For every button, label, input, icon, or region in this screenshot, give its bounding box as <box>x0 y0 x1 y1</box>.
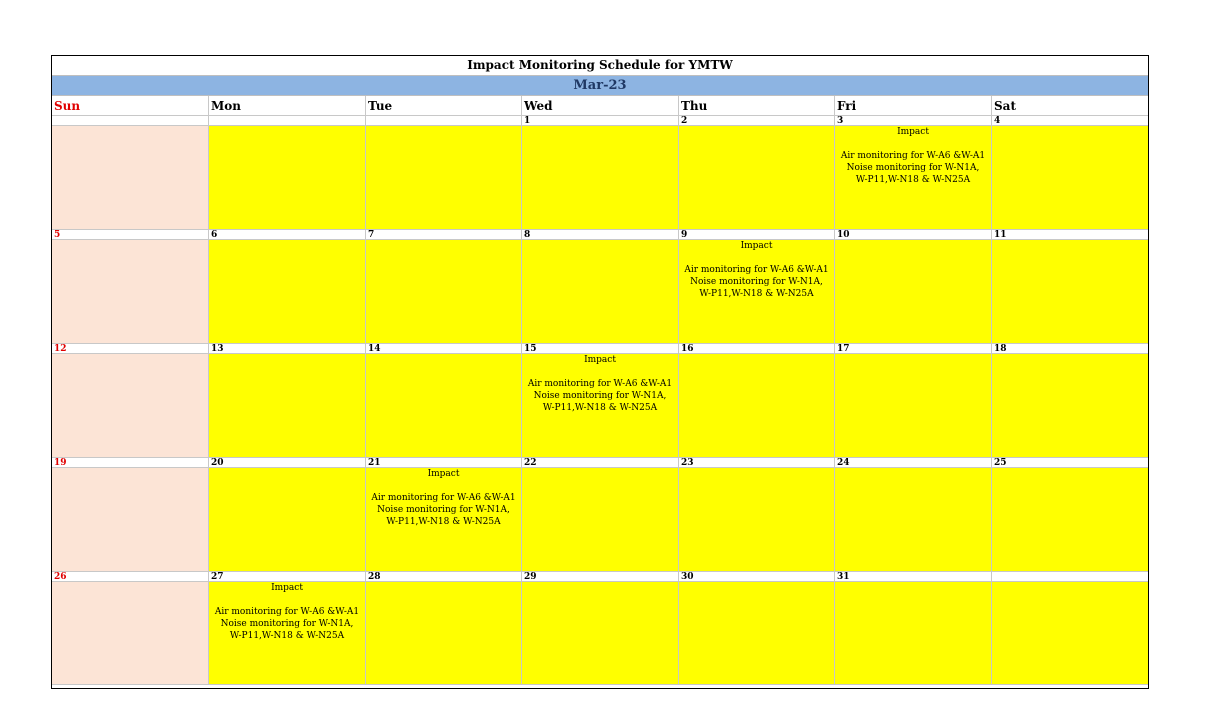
date-number: 1 <box>522 116 679 126</box>
day-cell[interactable] <box>679 582 835 685</box>
date-number: 20 <box>209 458 366 468</box>
monitoring-event <box>209 582 365 642</box>
monitoring-event <box>835 126 991 186</box>
schedule-title: Impact Monitoring Schedule for YMTW <box>52 56 1148 76</box>
event-title: Impact <box>897 127 929 137</box>
week-date-row <box>52 230 1148 240</box>
date-number: 2 <box>679 116 835 126</box>
date-number: 8 <box>522 230 679 240</box>
weekday-sat: Sat <box>992 96 1148 116</box>
sunday-cell[interactable] <box>52 126 209 230</box>
week-date-row <box>52 344 1148 354</box>
date-number: 31 <box>835 572 992 582</box>
date-number: 12 <box>52 344 209 354</box>
event-title: Impact <box>271 583 303 593</box>
day-cell[interactable] <box>522 468 679 572</box>
day-cell[interactable] <box>366 354 522 458</box>
event-title: Impact <box>427 469 460 479</box>
date-number: 3 <box>835 116 992 126</box>
sunday-cell[interactable] <box>52 582 209 685</box>
date-number: 26 <box>52 572 209 582</box>
date-number: 9 <box>679 230 835 240</box>
day-cell[interactable] <box>209 354 366 458</box>
date-number: 10 <box>835 230 992 240</box>
date-number: 17 <box>835 344 992 354</box>
day-cell[interactable] <box>992 240 1148 344</box>
weekday-tue: Tue <box>366 96 522 116</box>
date-number <box>992 572 1148 582</box>
day-cell[interactable] <box>835 468 992 572</box>
day-cell[interactable] <box>366 468 522 572</box>
date-number: 15 <box>522 344 679 354</box>
weekday-header-row <box>52 96 1148 116</box>
monitoring-event <box>522 354 678 414</box>
event-detail-line: Noise monitoring for W-N1A, <box>220 619 354 629</box>
event-detail-line: Noise monitoring for W-N1A, <box>690 277 823 287</box>
event-detail-line: W-P11,W-N18 & W-N25A <box>542 403 658 413</box>
sunday-cell[interactable] <box>52 468 209 572</box>
weekday-wed: Wed <box>522 96 679 116</box>
day-cell[interactable] <box>992 354 1148 458</box>
day-cell[interactable] <box>209 126 366 230</box>
event-title: Impact <box>740 241 773 251</box>
day-cell[interactable] <box>366 240 522 344</box>
date-number: 30 <box>679 572 835 582</box>
event-detail-line: Air monitoring for W-A6 &W-A1 <box>371 493 516 503</box>
weekday-fri: Fri <box>835 96 992 116</box>
day-cell[interactable] <box>992 468 1148 572</box>
event-detail-line: Noise monitoring for W-N1A, <box>533 391 667 401</box>
date-number: 14 <box>366 344 522 354</box>
day-cell[interactable] <box>679 468 835 572</box>
month-header: Mar-23 <box>52 76 1148 96</box>
event-detail-line: W-P11,W-N18 & W-N25A <box>855 175 971 185</box>
day-cell[interactable] <box>679 240 835 344</box>
date-number: 7 <box>366 230 522 240</box>
event-detail-line: Noise monitoring for W-N1A, <box>377 505 510 515</box>
weekday-mon: Mon <box>209 96 366 116</box>
week-date-row <box>52 572 1148 582</box>
date-number <box>52 116 209 126</box>
day-cell[interactable] <box>835 354 992 458</box>
date-number: 11 <box>992 230 1148 240</box>
event-detail-line: Air monitoring for W-A6 &W-A1 <box>214 607 360 617</box>
day-cell[interactable] <box>366 126 522 230</box>
week-date-row <box>52 458 1148 468</box>
day-cell[interactable] <box>522 354 679 458</box>
calendar-weeks <box>52 116 1148 685</box>
date-number: 25 <box>992 458 1148 468</box>
weekday-thu: Thu <box>679 96 835 116</box>
date-number: 29 <box>522 572 679 582</box>
event-detail-line: W-P11,W-N18 & W-N25A <box>229 631 345 641</box>
date-number: 4 <box>992 116 1148 126</box>
monitoring-event <box>679 240 834 300</box>
event-detail-line: Air monitoring for W-A6 &W-A1 <box>840 151 986 161</box>
event-detail-line: Noise monitoring for W-N1A, <box>846 163 980 173</box>
week-body-row <box>52 126 1148 230</box>
day-cell[interactable] <box>835 582 992 685</box>
day-cell[interactable] <box>209 468 366 572</box>
event-title: Impact <box>584 355 616 365</box>
sunday-cell[interactable] <box>52 240 209 344</box>
date-number <box>209 116 366 126</box>
date-number: 13 <box>209 344 366 354</box>
date-number: 18 <box>992 344 1148 354</box>
event-detail-line: Air monitoring for W-A6 &W-A1 <box>527 379 673 389</box>
week-body-row <box>52 468 1148 572</box>
week-body-row <box>52 240 1148 344</box>
day-cell[interactable] <box>209 240 366 344</box>
date-number: 6 <box>209 230 366 240</box>
event-detail-line: W-P11,W-N18 & W-N25A <box>386 517 501 527</box>
monitoring-event <box>366 468 521 528</box>
date-number: 21 <box>366 458 522 468</box>
day-cell[interactable] <box>992 582 1148 685</box>
day-cell[interactable] <box>679 126 835 230</box>
day-cell[interactable] <box>835 126 992 230</box>
week-date-row <box>52 116 1148 126</box>
week-body-row <box>52 582 1148 685</box>
date-number: 24 <box>835 458 992 468</box>
day-cell[interactable] <box>522 582 679 685</box>
date-number: 19 <box>52 458 209 468</box>
day-cell[interactable] <box>522 240 679 344</box>
event-detail-line: Air monitoring for W-A6 &W-A1 <box>684 265 829 275</box>
weekday-sun: Sun <box>52 96 209 116</box>
calendar-sheet <box>51 55 1149 689</box>
date-number: 27 <box>209 572 366 582</box>
date-number: 5 <box>52 230 209 240</box>
day-cell[interactable] <box>679 354 835 458</box>
date-number: 22 <box>522 458 679 468</box>
event-detail-line: W-P11,W-N18 & W-N25A <box>699 289 814 299</box>
day-cell[interactable] <box>366 582 522 685</box>
sunday-cell[interactable] <box>52 354 209 458</box>
date-number <box>366 116 522 126</box>
date-number: 16 <box>679 344 835 354</box>
day-cell[interactable] <box>209 582 366 685</box>
day-cell[interactable] <box>992 126 1148 230</box>
date-number: 23 <box>679 458 835 468</box>
date-number: 28 <box>366 572 522 582</box>
day-cell[interactable] <box>522 126 679 230</box>
week-body-row <box>52 354 1148 458</box>
day-cell[interactable] <box>835 240 992 344</box>
